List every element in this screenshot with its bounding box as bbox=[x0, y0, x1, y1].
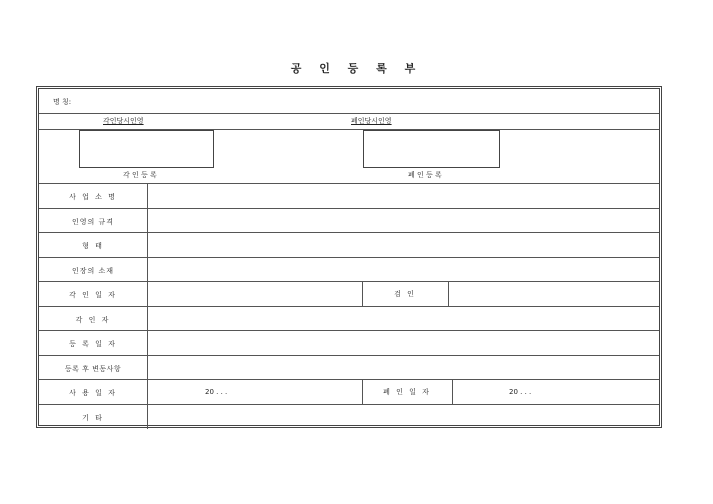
row-label-usage-date: 사 용 일 자 bbox=[69, 389, 117, 397]
discarded-seal-caption: 폐 인 등 록 bbox=[408, 171, 442, 179]
row-label-shape: 형 태 bbox=[82, 242, 104, 250]
divider bbox=[39, 113, 659, 114]
divider bbox=[39, 208, 659, 209]
engraved-seal-header: 각인당시인영 bbox=[103, 117, 144, 125]
divider bbox=[39, 281, 659, 282]
divider bbox=[39, 379, 659, 380]
divider bbox=[39, 355, 659, 356]
name-label: 명 칭: bbox=[53, 98, 72, 106]
discard-date-field[interactable]: 20 . . . bbox=[509, 388, 532, 396]
row-label-registration-date: 등 록 일 자 bbox=[69, 340, 117, 348]
discarded-seal-imprint-box[interactable] bbox=[363, 130, 500, 168]
divider bbox=[39, 257, 659, 258]
row-label-seal-size: 인영의 규격 bbox=[71, 218, 115, 226]
divider bbox=[39, 306, 659, 307]
row-label-changes-after-registration: 등록 후 변동사항 bbox=[64, 365, 122, 373]
page-title: 공 인 등 록 부 bbox=[290, 62, 423, 75]
cell-divider bbox=[452, 379, 453, 404]
form-inner-border bbox=[38, 88, 660, 426]
divider bbox=[39, 330, 659, 331]
divider bbox=[39, 404, 659, 405]
row-label-seal-location: 인장의 소재 bbox=[71, 267, 115, 275]
engraved-seal-imprint-box[interactable] bbox=[79, 130, 214, 168]
inspection-label: 검 인 bbox=[394, 290, 416, 298]
cell-divider bbox=[448, 281, 449, 306]
engraved-seal-caption: 각 인 등 록 bbox=[123, 171, 157, 179]
divider bbox=[39, 183, 659, 184]
discarded-seal-header: 폐인당시인영 bbox=[351, 117, 392, 125]
discard-date-label: 폐 인 일 자 bbox=[383, 388, 431, 396]
row-label-engraving-date: 각 인 일 자 bbox=[69, 291, 117, 299]
divider bbox=[39, 232, 659, 233]
row-label-engraver: 각 인 자 bbox=[75, 316, 111, 324]
row-label-other: 기 타 bbox=[82, 414, 104, 422]
registry-form bbox=[36, 86, 662, 428]
usage-date-field[interactable]: 20 . . . bbox=[205, 388, 228, 396]
row-label-business-name: 사 업 소 명 bbox=[69, 193, 117, 201]
